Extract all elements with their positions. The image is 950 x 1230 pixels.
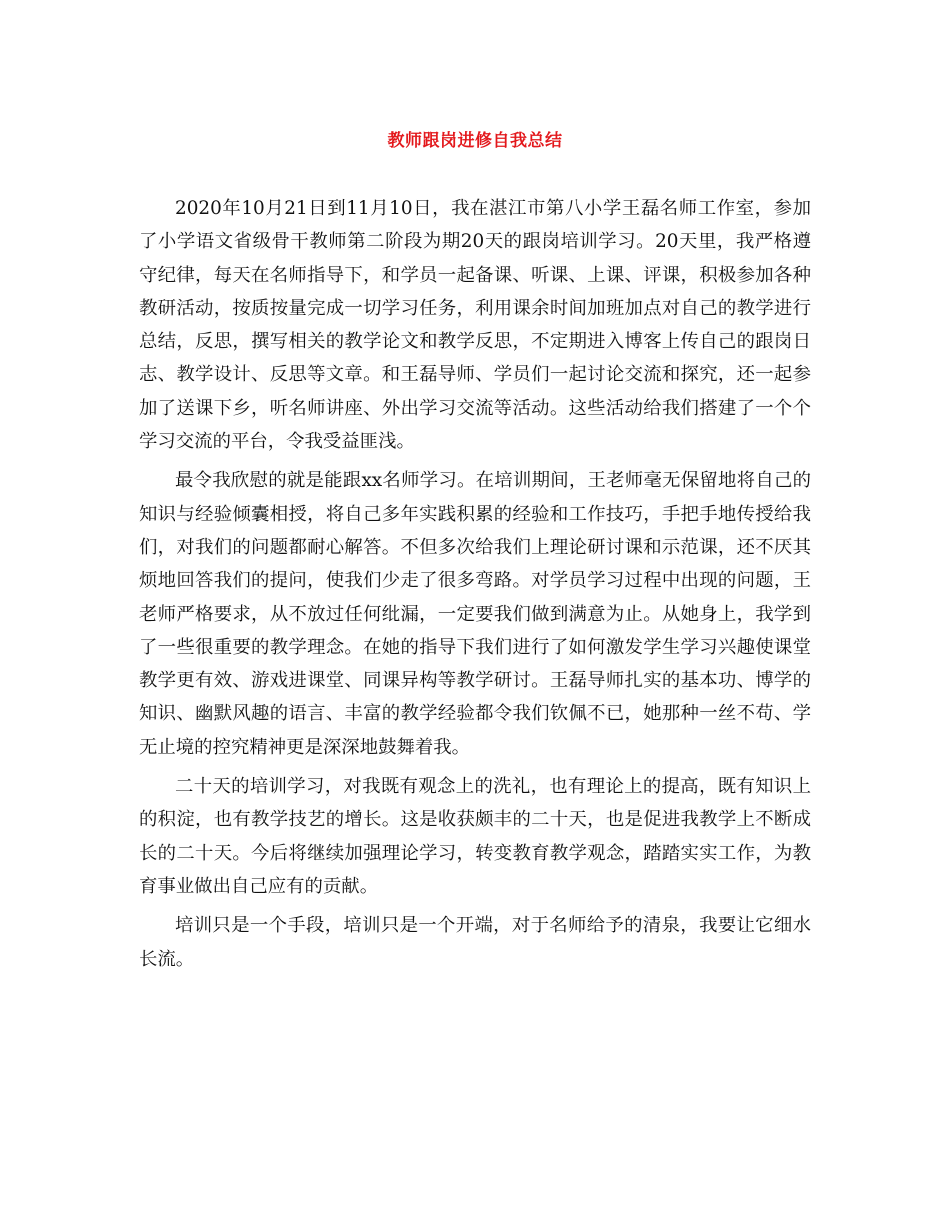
document-title: 教师跟岗进修自我总结 [387, 131, 563, 151]
paragraph-2: 最令我欣慰的就是能跟xx名师学习。在培训期间，王老师毫无保留地将自己的知识与经验倾囊相授，将自己多年实践积累的经验和工作技巧，手把手地传授给我们，对我们的问题都耐心解答。不但多次给我们上理论研讨课和示范课，还不厌其烦地回答我们的提问，使我们少走了很多弯路。对学员学习过程中出现的问题，王老师严格要求，从不放过任何纰漏，一定要我们做到满意为止。从她身上，我学到了一些很重要的教学理念。在她的指导下我们进行了如何激发学生学习兴趣使课堂教学更有效、游戏进课堂、同课异构等教学研讨。王磊导师扎实的基本功、博学的知识、幽默风趣的语言、丰富的教学经验都令我们钦佩不已，她那种一丝不苟、学无止境的控究精神更是深深地鼓舞着我。 [139, 470, 811, 758]
paragraph-1: 2020年10月21日到11月10日，我在湛江市第八小学王磊名师工作室，参加了小学语文省级骨干教师第二阶段为期20天的跟岗培训学习。20天里，我严格遵守纪律，每天在名师指导下，和学员一起备课、听课、上课、评课，积极参加各种教研活动，按质按量完成一切学习任务，利用课余时间加班加点对自己的教学进行总结，反思，撰写相关的教学论文和教学反思，不定期进入博客上传自己的跟岗日志、教学设计、反思等文章。和王磊导师、学员们一起讨论交流和探究，还一起参加了送课下乡，听名师讲座、外出学习交流等活动。这些活动给我们搭建了一个个学习交流的平台，令我受益匪浅。 [139, 198, 811, 453]
document-body [139, 192, 811, 982]
paragraph-3: 二十天的培训学习，对我既有观念上的洗礼，也有理论上的提高，既有知识上的积淀，也有教学技艺的增长。这是收获颇丰的二十天，也是促进我教学上不断成长的二十天。今后将继续加强理论学习，转变教育教学观念，踏踏实实工作，为教育事业做出自己应有的贡献。 [139, 776, 811, 897]
paragraph-4: 培训只是一个手段，培训只是一个开端，对于名师给予的清泉，我要让它细水长流。 [139, 915, 811, 970]
